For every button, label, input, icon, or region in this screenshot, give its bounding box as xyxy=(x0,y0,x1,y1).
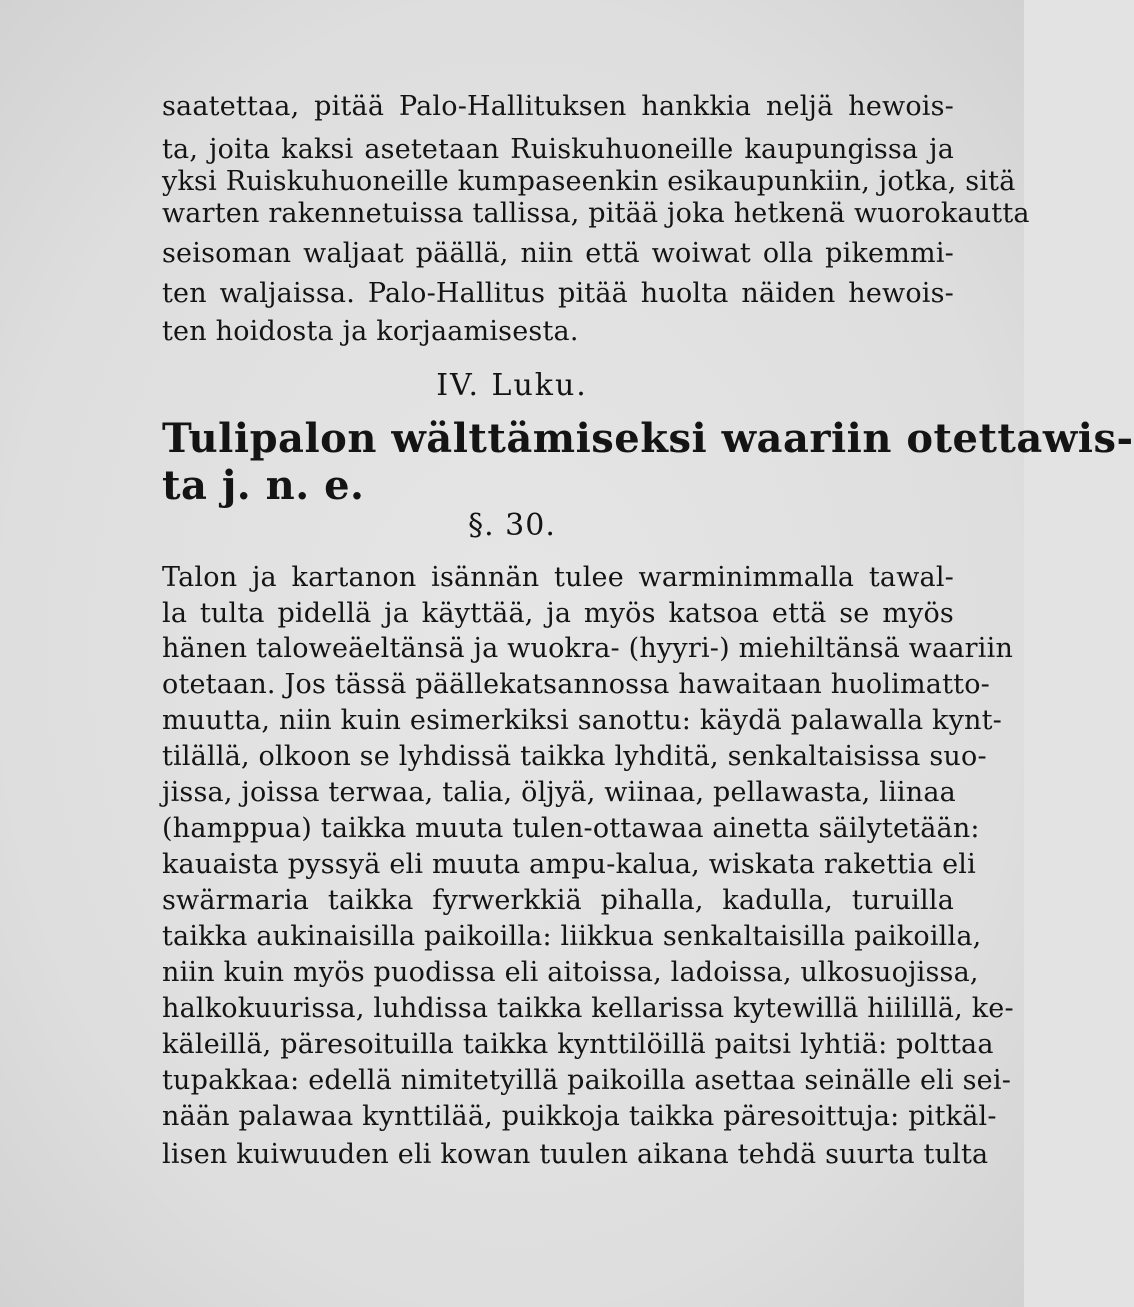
text-line: niin kuin myös puodissa eli aitoissa, ladoissa, ulkosuojissa, xyxy=(162,957,979,988)
text-line: nään palawaa kynttilää, puikkoja taikka päresoittuja: pitkäl- xyxy=(162,1101,997,1132)
text-line: otetaan. Jos tässä päällekatsannossa hawaitaan huolimatto- xyxy=(162,669,990,700)
text-line: tupakkaa: edellä nimitetyillä paikoilla asettaa seinälle eli sei- xyxy=(162,1065,1012,1096)
text-line: muutta, niin kuin esimerkiksi sanottu: käydä palawalla kynt- xyxy=(162,705,1003,736)
text-line: Talon ja kartanon isännän tulee warminimmalla tawal- xyxy=(162,562,954,593)
chapter-heading: IV. Luku. xyxy=(436,368,588,403)
text-line: saatettaa, pitää Palo-Hallituksen hankkia neljä hewois- xyxy=(162,91,954,122)
text-line: ten hoidosta ja korjaamisesta. xyxy=(162,316,579,347)
text-line: warten rakennetuissa tallissa, pitää joka hetkenä wuorokautta xyxy=(162,198,1030,229)
text-line: swärmaria taikka fyrwerkkiä pihalla, kadulla, turuilla xyxy=(162,885,954,916)
text-line: la tulta pidellä ja käyttää, ja myös katsoa että se myös xyxy=(162,598,954,629)
text-line: (hamppua) taikka muuta tulen-ottawaa ainetta säilytetään: xyxy=(162,813,980,844)
text-line: yksi Ruiskuhuoneille kumpaseenkin esikaupunkiin, jotka, sitä xyxy=(162,166,1016,197)
text-line: taikka aukinaisilla paikoilla: liikkua senkaltaisilla paikoilla, xyxy=(162,921,982,952)
text-line: käleillä, päresoituilla taikka kynttilöillä paitsi lyhtiä: polttaa xyxy=(162,1029,994,1060)
text-line: seisoman waljaat päällä, niin että woiwat olla pikemmi- xyxy=(162,238,954,269)
chapter-title-line-1: Tulipalon wälttämiseksi waariin otettawis- xyxy=(162,415,1134,462)
text-line: ten waljaissa. Palo-Hallitus pitää huolta näiden hewois- xyxy=(162,278,954,309)
text-line: jissa, joissa terwaa, talia, öljyä, wiinaa, pellawasta, liinaa xyxy=(162,777,956,808)
text-line: ta, joita kaksi asetetaan Ruiskuhuoneille kaupungissa ja xyxy=(162,134,954,165)
text-line: kauaista pyssyä eli muuta ampu-kalua, wiskata rakettia eli xyxy=(162,849,976,880)
text-line: halkokuurissa, luhdissa taikka kellarissa kytewillä hiilillä, ke- xyxy=(162,993,1014,1024)
chapter-title-line-2: ta j. n. e. xyxy=(162,462,365,509)
text-line: hänen taloweäeltänsä ja wuokra- (hyyri-) miehiltänsä waariin xyxy=(162,633,1014,664)
text-line: tilällä, olkoon se lyhdissä taikka lyhditä, senkaltaisissa suo- xyxy=(162,741,987,772)
text-line: lisen kuiwuuden eli kowan tuulen aikana tehdä suurta tulta xyxy=(162,1139,989,1170)
section-number: §. 30. xyxy=(468,508,556,543)
